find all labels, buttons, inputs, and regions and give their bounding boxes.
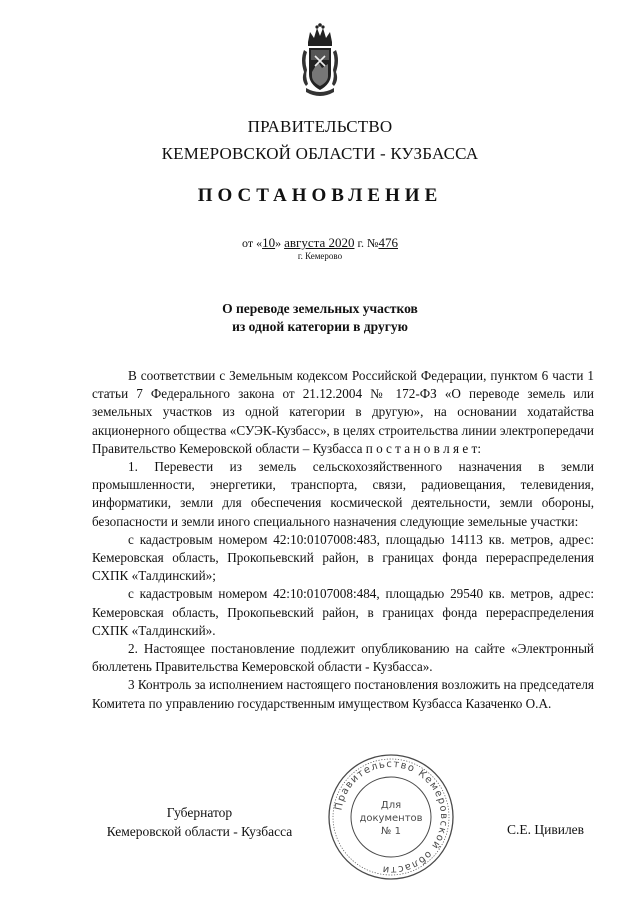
org-name-line2: КЕМЕРОВСКОЙ ОБЛАСТИ - КУЗБАССА [161, 144, 479, 163]
signatory-title-line1: Губернатор [166, 805, 233, 820]
clause-1-plot-a: с кадастровым номером 42:10:0107008:483, площадью 14113 кв. метров, адрес: Кемеровская область, Прокопьевский район, в границах фонда перераспределения СХПК «Талдинский»; [92, 531, 594, 584]
official-stamp [326, 752, 456, 882]
date-prefix: от « [242, 236, 263, 250]
signatory-title-line2: Кемеровской области - Кузбасса [106, 824, 293, 839]
document-type: ПОСТАНОВЛЕНИЕ [197, 185, 443, 206]
clause-1: 1. Перевести из земель сельскохозяйственного назначения в земли промышленности, энергетики, транспорта, связи, радиовещания, телевидения, информатики, земли для обеспечения космической деятельности, земли обороны, безопасности и земли иного специального назначения следующие земельные участки: [92, 459, 594, 529]
stamp-center-line1: Для [380, 800, 402, 811]
org-name-line1: ПРАВИТЕЛЬСТВО [247, 117, 393, 136]
coat-of-arms-icon [298, 20, 342, 100]
title-line1: О переводе земельных участков [222, 301, 418, 316]
document-title [0, 300, 640, 336]
stamp-center-line3: № 1 [381, 826, 401, 837]
title-line2: из одной категории в другую [232, 319, 408, 334]
document-number: 476 [378, 235, 398, 250]
preamble-paragraph: В соответствии с Земельным кодексом Российской Федерации, пунктом 6 части 1 статьи 7 Федерального закона от 21.12.2004 № 172-ФЗ «О переводе земель или земельных участков из одной категории в другую», на основании ходатайства акционерного общества «СУЭК-Кузбасс», в целях строительства линии электропередачи Правительство Кемеровской области – Кузбасса п о с т а н о в л я е т: [92, 368, 594, 456]
clause-1-plot-b: с кадастровым номером 42:10:0107008:484, площадью 29540 кв. метров, адрес: Кемеровская область, Прокопьевский район, в границах фонда перераспределения СХПК «Талдинский». [92, 586, 594, 638]
date-line [0, 235, 640, 251]
date-year-suffix: г. № [357, 236, 379, 250]
date-month-year: августа 2020 [284, 235, 355, 250]
city-label: г. Кемерово [297, 251, 343, 261]
stamp-ring-text: Правительство Кемеровской области [333, 758, 450, 876]
clause-3: 3 Контроль за исполнением настоящего постановления возложить на председателя Комитета по управлению государственным имуществом Кузбасса Казаченко О.А. [92, 677, 594, 711]
date-mid: » [275, 236, 282, 250]
clause-2: 2. Настоящее постановление подлежит опубликованию на сайте «Электронный бюллетень Правительства Кемеровской области - Кузбасса». [92, 641, 594, 675]
document-body [92, 367, 594, 713]
signatory-title [92, 803, 307, 841]
stamp-center-line2: документов [359, 813, 423, 824]
signatory-name: С.Е. Цивилев [507, 822, 585, 837]
date-day: 10 [262, 235, 276, 250]
